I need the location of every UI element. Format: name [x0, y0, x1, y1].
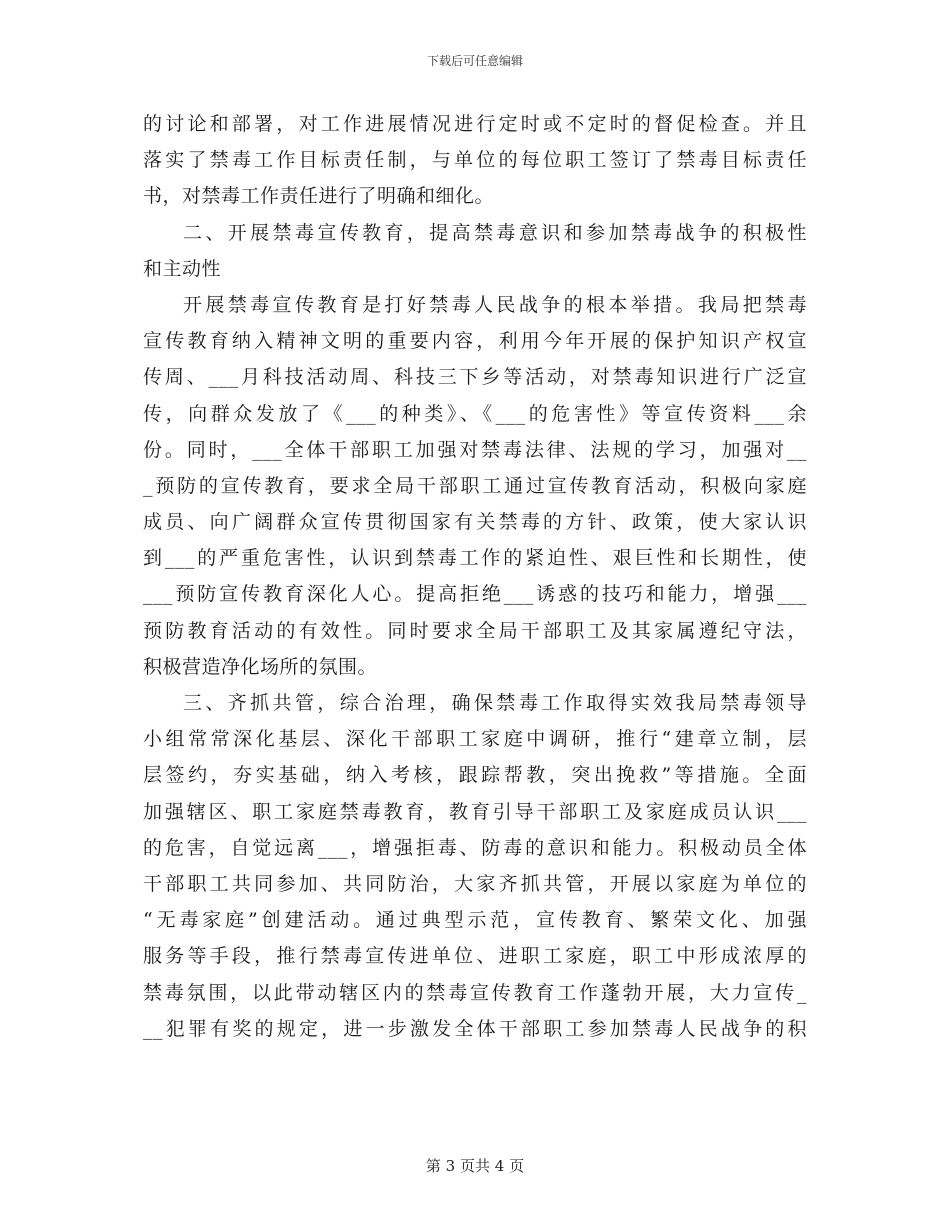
text-line: 开展禁毒宣传教育是打好禁毒人民战争的根本举措。我局把禁毒 [183, 293, 807, 316]
text-line: ___预防宣传教育深化人心。提高拒绝___诱惑的技巧和能力，增强___ [143, 583, 807, 606]
text-line: 干部职工共同参加、共同防治，大家齐抓共管，开展以家庭为单位的 [143, 872, 807, 895]
text-line: 份。同时，___全体干部职工加强对禁毒法律、法规的学习，加强对__ [143, 438, 807, 461]
text-line: “无毒家庭”创建活动。通过典型示范，宣传教育、繁荣文化、加强 [143, 909, 807, 932]
text-line: 传，向群众发放了《___的种类》、《___的危害性》等宣传资料___余 [143, 402, 807, 425]
text-line: 禁毒氛围，以此带动辖区内的禁毒宣传教育工作蓬勃开展，大力宣传_ [143, 981, 807, 1004]
text-line: 的讨论和部署，对工作进展情况进行定时或不定时的督促检查。并且 [143, 113, 807, 135]
text-line: 传周、___月科技活动周、科技三下乡等活动，对禁毒知识进行广泛宣 [143, 366, 807, 389]
document-body [143, 106, 807, 1047]
page-header: 下载后可任意编辑 [426, 54, 523, 68]
text-line: 宣传教育纳入精神文明的重要内容，利用今年开展的保护知识产权宣 [143, 330, 807, 353]
text-line: 层签约，夯实基础，纳入考核，跟踪帮教，突出挽救”等措施。全面 [143, 764, 807, 787]
text-line: _预防的宣传教育，要求全局干部职工通过宣传教育活动，积极向家庭 [143, 474, 807, 497]
paragraph [143, 685, 807, 1047]
text-line: 积极营造净化场所的氛围。 [143, 655, 378, 678]
text-line: 加强辖区、职工家庭禁毒教育，教育引导干部职工及家庭成员认识___ [143, 800, 807, 823]
text-line: 预防教育活动的有效性。同时要求全局干部职工及其家属遵纪守法， [143, 619, 807, 642]
text-line: 成员、向广阔群众宣传贯彻国家有关禁毒的方针、政策，使大家认识 [143, 511, 807, 534]
page-number: 第 3 页共 4 页 [425, 1157, 525, 1175]
text-line: 二、开展禁毒宣传教育，提高禁毒意识和参加禁毒战争的积极性 [183, 221, 807, 244]
paragraph [143, 287, 807, 685]
text-line: __犯罪有奖的规定，进一步激发全体干部职工参加禁毒人民战争的积 [143, 1017, 807, 1040]
text-line: 的危害，自觉远离___，增强拒毒、防毒的意识和能力。积极动员全体 [143, 836, 807, 859]
text-line: 小组常常深化基层、深化干部职工家庭中调研，推行“建章立制，层 [143, 728, 807, 751]
text-line: 落实了禁毒工作目标责任制，与单位的每位职工签订了禁毒目标责任 [143, 149, 807, 172]
text-line: 和主动性 [143, 257, 222, 280]
text-line: 三、齐抓共管，综合治理，确保禁毒工作取得实效我局禁毒领导 [183, 692, 807, 714]
text-line: 书，对禁毒工作责任进行了明确和细化。 [143, 185, 495, 208]
paragraph [143, 106, 807, 215]
section-heading [143, 215, 807, 287]
text-line: 到___的严重危害性，认识到禁毒工作的紧迫性、艰巨性和长期性，使 [143, 547, 807, 570]
text-line: 服务等手段，推行禁毒宣传进单位、进职工家庭，职工中形成浓厚的 [143, 945, 807, 968]
